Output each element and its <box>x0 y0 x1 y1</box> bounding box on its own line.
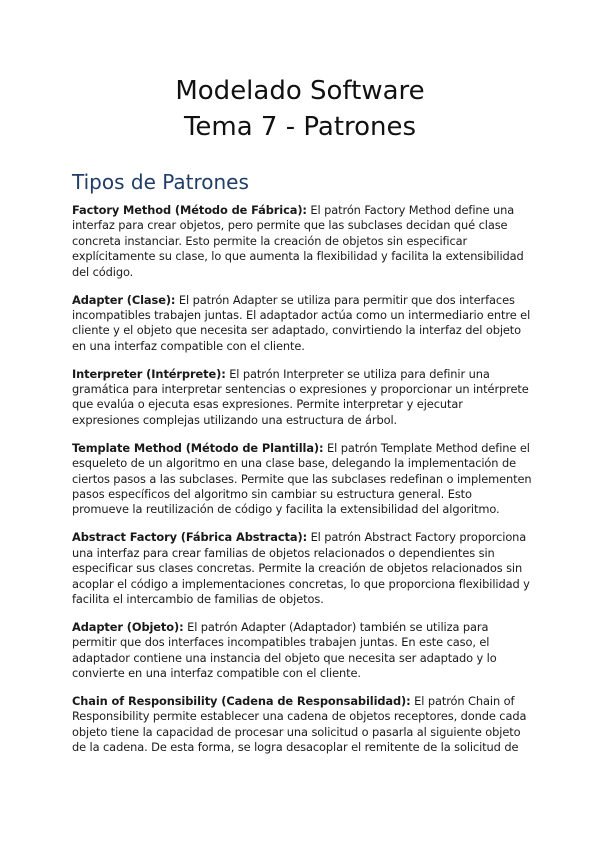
title-line-2: Tema 7 - Patrones <box>183 112 417 142</box>
pattern-description: El patrón Template Method define el esqueleto de un algoritmo en una clase base, delegando la implementación de ciertos pasos a las subclases. Permite que las subclases redefinan o implementen pasos específicos del algoritmo sin cambiar su estructura general. Esto promueve la reutilización de código y facilita la extensibilidad del algoritmo. <box>72 440 532 517</box>
pattern-name: Factory Method (Método de Fábrica): <box>72 203 307 217</box>
pattern-description: El patrón Factory Method define una interfaz para crear objetos, pero permite que las subclases decidan qué clase concreta instanciar. Esto permite la creación de objetos sin especificar explícitamente su clase, lo que aumenta la flexibilidad y facilita la extensibilidad del código. <box>72 203 524 279</box>
pattern-name: Abstract Factory (Fábrica Abstracta): <box>72 530 308 545</box>
pattern-paragraph <box>72 293 532 355</box>
pattern-description: El patrón Interpreter se utiliza para definir una gramática para interpretar sentencias o expresiones y proporcionar un intérprete que evalúa o ejecuta esas expresiones. Permite interpretar y ejecutar expresiones complejas utilizando una estructura de árbol. <box>72 366 529 427</box>
pattern-paragraph <box>72 367 532 429</box>
pattern-paragraph <box>72 694 532 756</box>
pattern-paragraph <box>72 530 532 607</box>
pattern-description: El patrón Abstract Factory proporciona una interfaz para crear familias de objetos relacionados o dependientes sin especificar sus clases concretas. Permite la creación de objetos relacionados sin acoplar el código a implementaciones concretas, lo que proporciona flexibilidad y facilita el intercambio de familias de objetos. <box>72 530 530 606</box>
pattern-paragraph <box>72 441 532 518</box>
pattern-name: Interpreter (Intérprete): <box>72 366 226 381</box>
pattern-name: Template Method (Método de Plantilla): <box>72 440 324 455</box>
patterns-list <box>72 203 532 768</box>
pattern-name: Chain of Responsibility (Cadena de Responsabilidad): <box>72 693 411 708</box>
document-title <box>0 73 600 145</box>
pattern-description: El patrón Adapter (Adaptador) también se utiliza para permitir que dos interfaces incompatibles trabajen juntas. En este caso, el adaptador contiene una instancia del objeto que necesita ser adaptado y lo convierte en una interfaz compatible con el cliente. <box>72 619 497 681</box>
pattern-name: Adapter (Objeto): <box>72 619 184 634</box>
title-line-1: Modelado Software <box>175 76 425 106</box>
pattern-description: El patrón Chain of Responsibility permite establecer una cadena de objetos receptores, donde cada objeto tiene la capacidad de procesar una solicitud o pasarla al siguiente objeto de la cadena. De esta forma, se logra desacoplar el remitente de la solicitud de <box>72 693 527 755</box>
pattern-paragraph <box>72 203 532 280</box>
pattern-description: El patrón Adapter se utiliza para permitir que dos interfaces incompatibles trabajen juntas. El adaptador actúa como un intermediario entre el cliente y el objeto que necesita ser adaptado, convirtiendo la interfaz del objeto en una interfaz compatible con el cliente. <box>72 292 531 353</box>
section-heading: Tipos de Patrones <box>72 170 249 194</box>
pattern-paragraph <box>72 620 532 682</box>
pattern-name: Adapter (Clase): <box>72 292 176 307</box>
